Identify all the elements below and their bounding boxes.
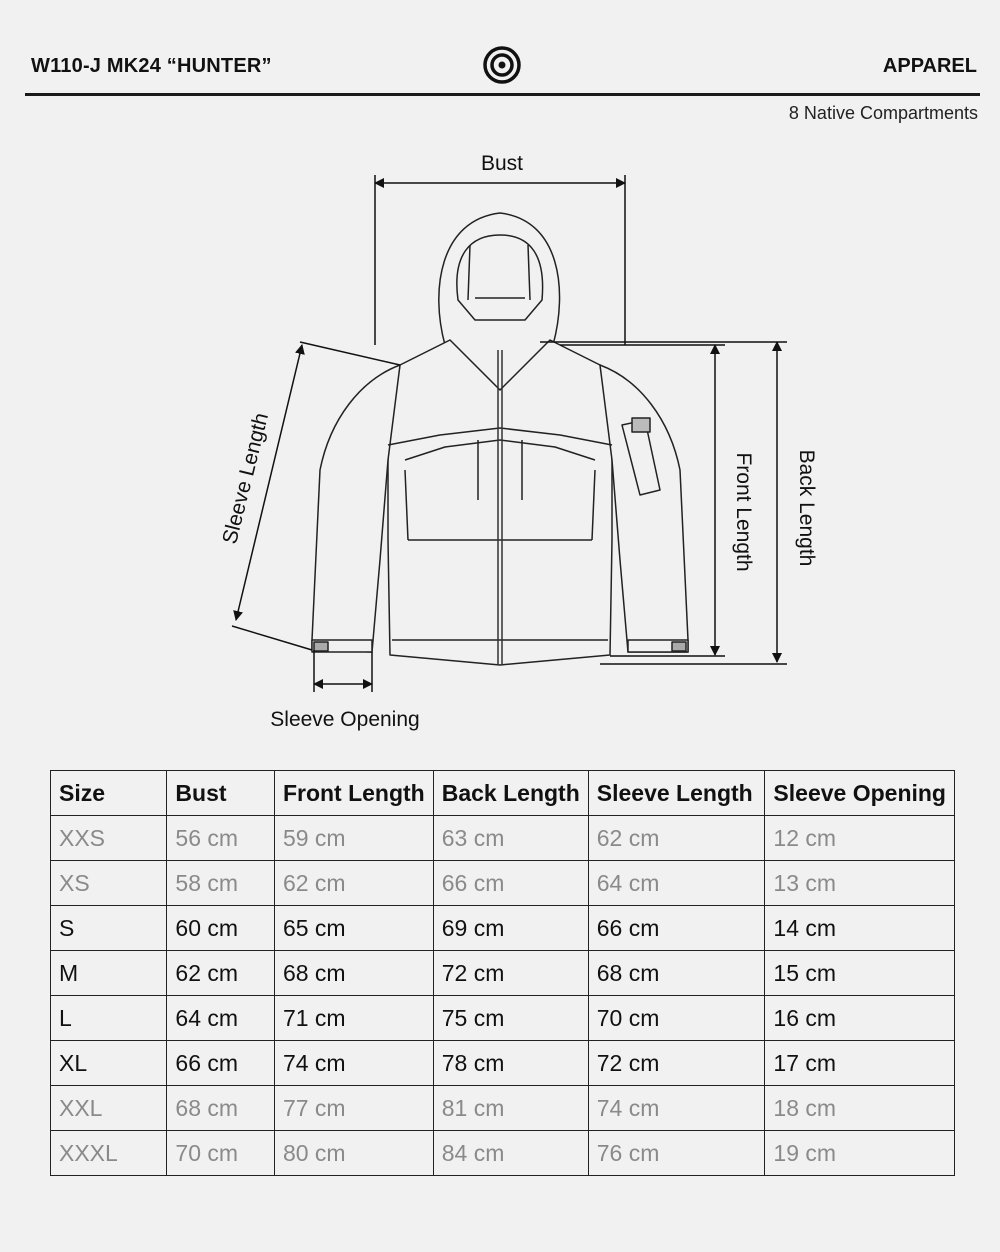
table-cell: XXS: [51, 816, 167, 861]
table-cell: 68 cm: [167, 1086, 275, 1131]
sleeve-opening-label: Sleeve Opening: [270, 708, 420, 731]
bust-label: Bust: [480, 152, 524, 175]
jacket-measurement-diagram: [0, 130, 1000, 750]
table-cell: 18 cm: [765, 1086, 955, 1131]
column-header-back-length: Back Length: [433, 771, 588, 816]
column-header-front-length: Front Length: [274, 771, 433, 816]
table-row: [51, 951, 955, 996]
table-cell: 74 cm: [588, 1086, 765, 1131]
table-cell: 81 cm: [433, 1086, 588, 1131]
table-cell: 77 cm: [274, 1086, 433, 1131]
table-cell: 64 cm: [167, 996, 275, 1041]
table-row: [51, 816, 955, 861]
table-cell: 58 cm: [167, 861, 275, 906]
table-cell: XS: [51, 861, 167, 906]
table-cell: L: [51, 996, 167, 1041]
table-cell: 78 cm: [433, 1041, 588, 1086]
column-header-size: Size: [51, 771, 167, 816]
table-cell: 66 cm: [588, 906, 765, 951]
table-cell: 13 cm: [765, 861, 955, 906]
table-cell: 70 cm: [588, 996, 765, 1041]
table-cell: 76 cm: [588, 1131, 765, 1176]
concentric-circle-logo-icon: [482, 45, 522, 85]
table-row: [51, 996, 955, 1041]
table-cell: 62 cm: [274, 861, 433, 906]
table-cell: 69 cm: [433, 906, 588, 951]
table-cell: 72 cm: [433, 951, 588, 996]
table-cell: 62 cm: [588, 816, 765, 861]
table-cell: 71 cm: [274, 996, 433, 1041]
back-length-label: Back Length: [795, 449, 818, 567]
size-chart-table: [50, 770, 955, 1176]
table-cell: 56 cm: [167, 816, 275, 861]
table-cell: 62 cm: [167, 951, 275, 996]
front-length-label: Front Length: [732, 452, 755, 572]
table-row: [51, 861, 955, 906]
table-cell: M: [51, 951, 167, 996]
jacket-illustration: [312, 213, 688, 665]
table-cell: 19 cm: [765, 1131, 955, 1176]
table-row: [51, 1086, 955, 1131]
product-title: W110-J MK24 “HUNTER”: [31, 55, 272, 77]
table-cell: 65 cm: [274, 906, 433, 951]
table-cell: 15 cm: [765, 951, 955, 996]
table-cell: 60 cm: [167, 906, 275, 951]
table-cell: 63 cm: [433, 816, 588, 861]
table-row: [51, 906, 955, 951]
table-cell: XL: [51, 1041, 167, 1086]
table-cell: 75 cm: [433, 996, 588, 1041]
table-cell: 59 cm: [274, 816, 433, 861]
table-cell: 84 cm: [433, 1131, 588, 1176]
table-cell: 12 cm: [765, 816, 955, 861]
page-header: [25, 45, 980, 96]
table-cell: 72 cm: [588, 1041, 765, 1086]
category-label: APPAREL: [882, 55, 977, 77]
column-header-bust: Bust: [167, 771, 275, 816]
column-header-sleeve-length: Sleeve Length: [588, 771, 765, 816]
table-header-row: [51, 771, 955, 816]
table-cell: 14 cm: [765, 906, 955, 951]
table-cell: 68 cm: [588, 951, 765, 996]
table-row: [51, 1131, 955, 1176]
compartments-note: 8 Native Compartments: [788, 103, 978, 123]
table-cell: 74 cm: [274, 1041, 433, 1086]
sleeve-length-label: Sleeve Length: [218, 410, 274, 547]
table-cell: 66 cm: [167, 1041, 275, 1086]
table-cell: XXXL: [51, 1131, 167, 1176]
table-row: [51, 1041, 955, 1086]
table-cell: 66 cm: [433, 861, 588, 906]
table-cell: 68 cm: [274, 951, 433, 996]
column-header-sleeve-opening: Sleeve Opening: [765, 771, 955, 816]
table-cell: S: [51, 906, 167, 951]
table-cell: XXL: [51, 1086, 167, 1131]
table-cell: 64 cm: [588, 861, 765, 906]
table-cell: 16 cm: [765, 996, 955, 1041]
table-cell: 70 cm: [167, 1131, 275, 1176]
table-cell: 17 cm: [765, 1041, 955, 1086]
table-cell: 80 cm: [274, 1131, 433, 1176]
